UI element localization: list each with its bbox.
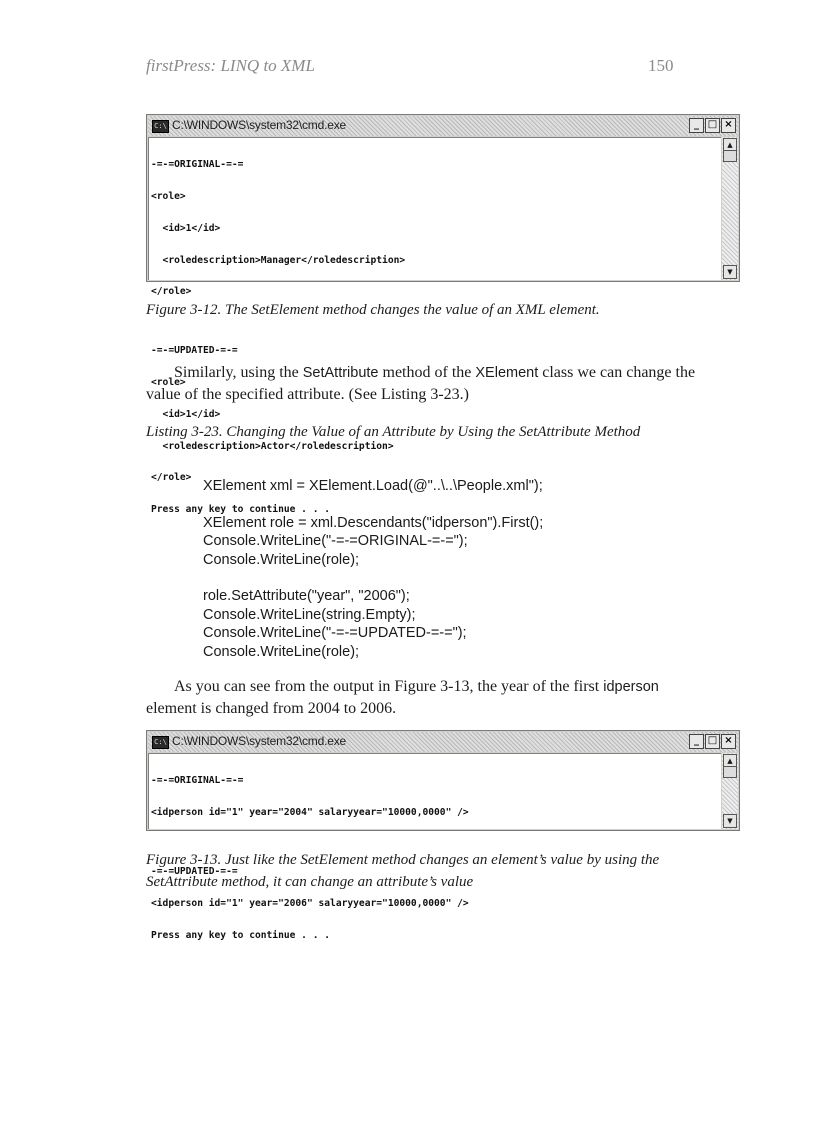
- window-title: C:\WINDOWS\system32\cmd.exe: [172, 734, 346, 748]
- code-listing: [203, 477, 543, 661]
- paragraph-text: element is changed from 2004 to 2006.: [146, 700, 397, 717]
- page-number: 150: [648, 56, 674, 75]
- scroll-down-icon[interactable]: ▼: [723, 814, 737, 828]
- code-blank-line: [203, 569, 543, 587]
- scroll-up-icon[interactable]: ▲: [723, 138, 737, 152]
- code-line: Console.WriteLine("-=-=UPDATED-=-=");: [203, 625, 467, 641]
- inline-code-element: idperson: [603, 679, 659, 695]
- scroll-up-icon[interactable]: ▲: [723, 754, 737, 768]
- code-line: Console.WriteLine(role);: [203, 643, 360, 660]
- close-icon[interactable]: ×: [721, 118, 736, 133]
- console-icon: C:\: [152, 736, 169, 749]
- figure-caption-3-12: Figure 3-12. The SetElement method changes the value of an XML element.: [146, 302, 600, 318]
- console-icon: C:\: [152, 120, 169, 133]
- code-line: Console.WriteLine(role);: [203, 551, 360, 568]
- console-line: </role>: [151, 472, 192, 484]
- code-line: XElement role = xml.Descendants("idperson").First();: [203, 514, 544, 531]
- scroll-thumb[interactable]: [723, 766, 737, 778]
- minimize-icon[interactable]: _: [689, 734, 704, 749]
- console-line: -=-=ORIGINAL-=-=: [151, 159, 244, 171]
- console-line: <roledescription>Manager</roledescription>: [151, 254, 406, 266]
- close-icon[interactable]: ×: [721, 734, 736, 749]
- console-line: <id>1</id>: [151, 408, 221, 420]
- console-line: <roledescription>Actor</roledescription>: [151, 440, 394, 452]
- console-line: <idperson id="1" year="2004" salaryyear="10000,0000" />: [151, 806, 469, 818]
- code-line: Console.WriteLine(string.Empty);: [203, 606, 416, 623]
- scroll-thumb[interactable]: [723, 150, 737, 162]
- console-line: <id>1</id>: [151, 222, 221, 234]
- minimize-icon[interactable]: _: [689, 118, 704, 133]
- console-line: -=-=ORIGINAL-=-=: [151, 775, 244, 787]
- maximize-icon[interactable]: □: [705, 118, 720, 133]
- window-controls: [688, 118, 736, 133]
- vertical-scrollbar[interactable]: [722, 137, 738, 280]
- body-paragraph: [146, 362, 706, 406]
- paragraph-text: method of the: [378, 364, 476, 381]
- maximize-icon[interactable]: □: [705, 734, 720, 749]
- figure-caption-3-13: Figure 3-13. Just like the SetElement method changes an element’s value by using the SetAttribute method, it can change an attribute’s value: [146, 852, 660, 890]
- window-titlebar: [148, 732, 738, 752]
- console-line: </role>: [151, 286, 192, 298]
- window-titlebar: [148, 116, 738, 136]
- code-line: XElement xml = XElement.Load(@"..\..\People.xml");: [203, 478, 543, 494]
- body-paragraph: [146, 676, 686, 720]
- console-line: <idperson id="1" year="2006" salaryyear="10000,0000" />: [151, 897, 469, 909]
- console-blank-line: [151, 840, 721, 846]
- code-line: role.SetAttribute("year", "2006");: [203, 588, 410, 604]
- console-line: -=-=UPDATED-=-=: [151, 345, 238, 357]
- scroll-down-icon[interactable]: ▼: [723, 265, 737, 279]
- inline-code-method: SetAttribute: [302, 365, 379, 381]
- console-line: Press any key to continue . . .: [151, 504, 331, 516]
- console-line: -=-=UPDATED-=-=: [151, 865, 238, 877]
- console-line: <role>: [151, 377, 186, 389]
- paragraph-text: Similarly, using the: [174, 364, 303, 381]
- code-blank-line: [203, 496, 543, 514]
- listing-caption: Listing 3-23. Changing the Value of an Attribute by Using the SetAttribute Method: [146, 424, 641, 440]
- paragraph-text: class we can change the value of the specified attribute. (See Listing 3-23.): [146, 364, 696, 403]
- running-header-title: firstPress: LINQ to XML: [146, 56, 315, 75]
- console-line: <role>: [151, 190, 186, 202]
- code-line: Console.WriteLine("-=-=ORIGINAL-=-=");: [203, 533, 468, 549]
- paragraph-text: As you can see from the output in Figure 3-13, the year of the first: [174, 678, 600, 695]
- inline-code-class: XElement: [475, 365, 539, 381]
- vertical-scrollbar[interactable]: [722, 753, 738, 829]
- console-line: Press any key to continue . . .: [151, 929, 331, 941]
- window-title: C:\WINDOWS\system32\cmd.exe: [172, 118, 346, 132]
- window-controls: [688, 734, 736, 749]
